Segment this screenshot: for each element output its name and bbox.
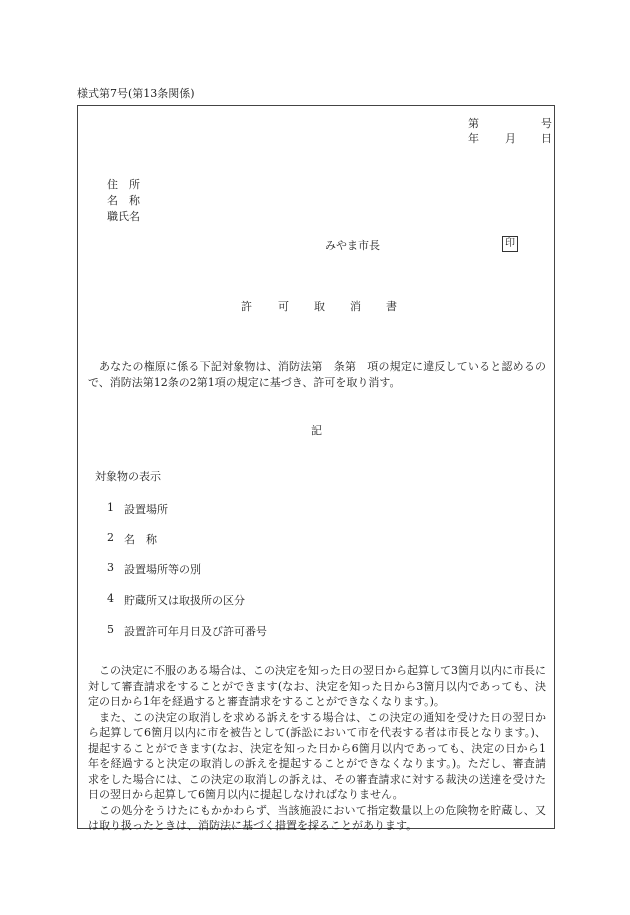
item-label: 設置場所等の別 xyxy=(124,563,201,576)
document-frame xyxy=(77,105,555,832)
item-label: 貯蔵所又は取扱所の区分 xyxy=(124,594,245,607)
item-label: 名 称 xyxy=(124,533,157,546)
number-prefix: 第 xyxy=(468,117,479,130)
recipient-title-label: 職氏名 xyxy=(107,210,140,223)
notice-paragraph: また、この決定の取消しを求める訴えをする場合は、この決定の通知を受けた日の翌日から起算して6箇月以内に市を被告として(訴訟において市を代表する者は市長となります。)、提起することができます(なお、決定を知った日から6箇月以内であっても、決定の日から1年を経過すると決定の取消しの訴えを提起することができなくなります。)。ただし、審査請求をした場合には、この決定の取消しの訴えは、その審査請求に対する裁決の送達を受けた日の翌日から起算して6箇月以内に提起しなければなりません。 xyxy=(88,710,546,801)
body-text xyxy=(88,359,546,390)
ki-mark: 記 xyxy=(311,424,322,437)
title-char: 許 xyxy=(241,300,252,313)
date-month: 月 xyxy=(505,132,516,145)
body-paragraph: あなたの権原に係る下記対象物は、消防法第 条第 項の規定に違反していると認めるので、消防法第12条の2第1項の規定に基づき、許可を取り消す。 xyxy=(88,360,546,389)
item-label: 設置許可年月日及び許可番号 xyxy=(124,625,267,638)
notice-paragraph: この処分をうけたにもかかわらず、当該施設において指定数量以上の危険物を貯蔵し、又は取り扱ったときは、消防法に基づく措置を採ることがあります。 xyxy=(88,803,546,832)
notice-block xyxy=(88,663,546,834)
notice-paragraph: この決定に不服のある場合は、この決定を知った日の翌日から起算して3箇月以内に市長に対して審査請求をすることができます(なお、決定を知った日から3箇月以内であっても、決定の日から1年を経過すると審査請求をすることができなくなります。)。 xyxy=(88,664,546,708)
seal-mark: 印 xyxy=(502,236,518,252)
recipient-address-label: 住 所 xyxy=(107,178,140,191)
title-char: 消 xyxy=(350,300,361,313)
object-heading: 対象物の表示 xyxy=(95,470,161,483)
recipient-name-label: 名 称 xyxy=(107,194,140,207)
item-number: 4 xyxy=(107,592,114,605)
item-number: 5 xyxy=(107,623,114,636)
title-char: 取 xyxy=(314,300,325,313)
form-number: 様式第7号(第13条関係) xyxy=(77,87,195,100)
item-number: 2 xyxy=(107,531,114,544)
item-number: 3 xyxy=(107,561,114,574)
number-suffix: 号 xyxy=(541,117,552,130)
date-year: 年 xyxy=(468,132,479,145)
date-day: 日 xyxy=(541,132,552,145)
title-char: 可 xyxy=(278,300,289,313)
title-char: 書 xyxy=(386,300,397,313)
item-number: 1 xyxy=(107,501,114,514)
item-label: 設置場所 xyxy=(124,503,168,516)
issuer-name: みやま市長 xyxy=(325,239,380,252)
